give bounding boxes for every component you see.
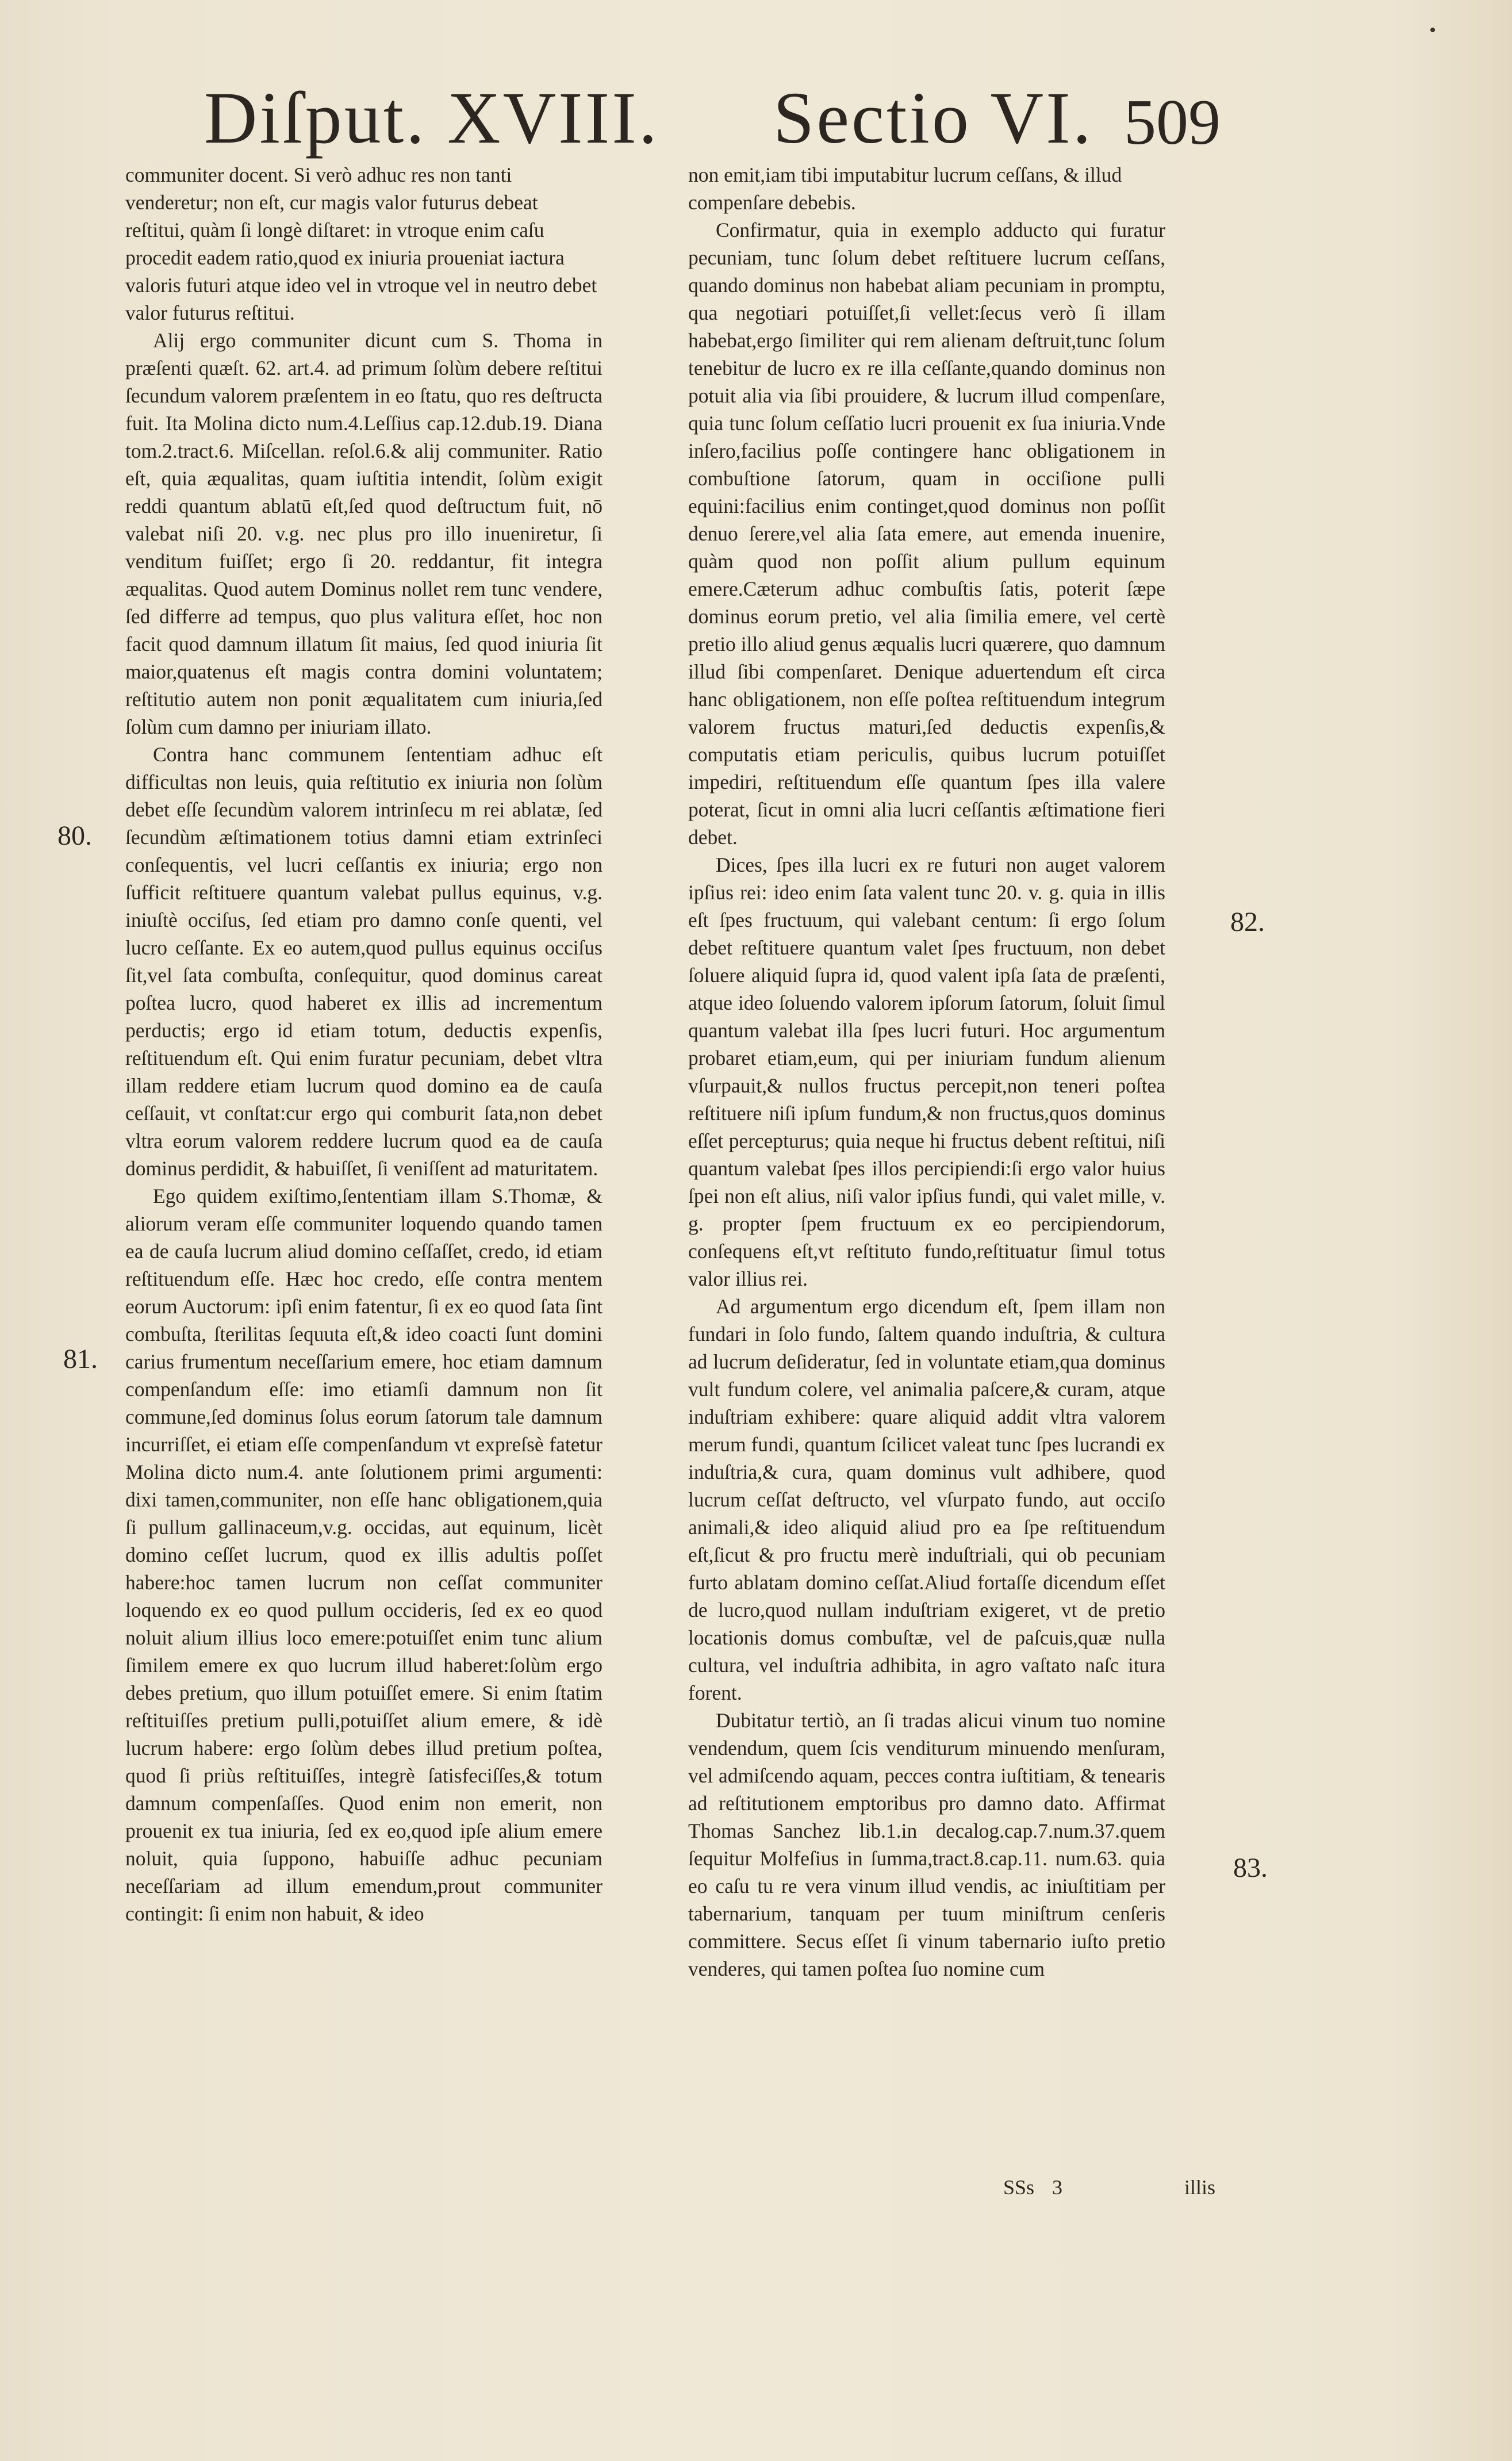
margin-number: 82. [1230, 907, 1265, 937]
margin-number: 80. [57, 821, 92, 851]
margin-number: 81. [63, 1344, 98, 1374]
left-column [125, 161, 603, 1927]
right-column [688, 161, 1165, 1983]
header-section: Sectio VI. [773, 77, 1093, 159]
paragraph: Alij ergo communiter dicunt cum S. Thoma in præſenti quæſt. 62. art.4. ad primum ſolùm debere reſtitui ſecundum valorem præſentem in eo ſtatu, quo res deſtructa fuit. Ita Molina dicto num.4.Leſſius cap.12.dub.19. Diana tom.2.tract.6. Miſcellan. reſol.6.& alij communiter. Ratio eſt, quia æqualitas, quam iuſtitia intendit, ſolùm exigit reddi quantum ablatū eſt,ſed quod deſtructum fuit, nō valebat niſi 20. v.g. nec plus pro illo inueniretur, ſi venditum fuiſſet; ergo ſi 20. reddantur, fit integra æqualitas. Quod autem Dominus nollet rem tunc vendere, ſed differre ad tempus, quo plus valitura eſſet, hoc non facit quod damnum illatum ſit maius, ſed quod iniuria ſit maior,quatenus eſt magis contra domini voluntatem; reſtitutio autem non ponit æqualitatem cum iniuria,ſed ſolùm cum damno per iniuriam illato. [125, 329, 603, 738]
paragraph: Ego quidem exiſtimo,ſententiam illam S.Thomæ, & aliorum veram eſſe communiter loquendo quando tamen ea de cauſa lucrum aliud domino ceſſaſſet, credo, id etiam reſtituendum eſſe. Hæc hoc credo, eſſe contra mentem eorum Auctorum: ipſi enim fatentur, ſi ex eo quod ſata ſint combuſta, ſterilitas ſequuta eſt,& ideo coacti ſunt domini carius frumentum neceſſarium emere, hoc etiam damnum compenſandum eſſe: imo etiamſi damnum non ſit commune,ſed dominus ſolus eorum ſatorum tale damnum incurriſſet, ei etiam eſſe compenſandum vt expreſsè fatetur Molina dicto num.4. ante ſolutionem primi argumenti: dixi tamen,communiter, non eſſe hanc obligationem,quia ſi pullum gallinaceum,v.g. occidas, aut equinum, licèt domino ceſſet lucrum, quod ex illis adultis poſſet habere:hoc tamen lucrum non ceſſat communiter loquendo ex eo quod pullum occideris, ſed ex eo quod noluit alium illius loco emere:potuiſſet enim tunc alium ſimilem emere ex quo lucrum illud haberet:ſolùm ergo debes pretium, quo illum potuiſſet emere. Si enim ſtatim reſtituiſſes pretium pulli,potuiſſet alium emere, & idè lucrum habere: ergo ſolùm debes illud pretium poſtea, quod ſi priùs reſtituiſſes, integrè ſatisfeciſſes,& totum damnum compenſaſſes. Quod enim non emerit, non prouenit ex tua iniuria, ſed ex eo,quod ipſe alium emere noluit, quia ſuppono, habuiſſe adhuc pecuniam neceſſariam ad illum emendum,prout communiter contingit: ſi enim non habuit, & ideo [125, 1184, 603, 1925]
ink-speck [1430, 28, 1435, 32]
paragraph: non emit,iam tibi imputabitur lucrum ceſſans, & illud compenſare debebis. [688, 163, 1122, 214]
paragraph: Dubitatur tertiò, an ſi tradas alicui vinum tuo nomine vendendum, quem ſcis venditurum minuendo menſuram, vel admiſcendo aquam, pecces contra iuſtitiam, & tenearis ad reſtitutionem emptoribus pro damno dato. Affirmat Thomas Sanchez lib.1.in decalog.cap.7.num.37.quem ſequitur Molfeſius in ſumma,tract.8.cap.11. num.63. quia eo caſu tu re vera vinum illud vendis, ac iniuſtitiam per tabernarium, tanquam per tuum miniſtrum cenſeris committere. Secus eſſet ſi vinum tabernario iuſto pretio venderes, qui tamen poſtea ſuo nomine cum [688, 1709, 1165, 1980]
margin-number: 83. [1233, 1853, 1268, 1883]
paragraph: Contra hanc communem ſententiam adhuc eſt difficultas non leuis, quia reſtitutio ex iniuria non ſolùm debet eſſe ſecundùm valorem intrinſecu m rei ablatæ, ſed ſecundùm æſtimationem totius damni etiam extrinſeci conſequentis, vel lucri ceſſantis ex iniuria; ergo non ſufficit reſtituere quantum valebat pullus equinus, v.g. iniuſtè occiſus, ſed etiam pro damno conſe quenti, vel lucro ceſſante. Ex eo autem,quod pullus equinus occiſus ſit,vel ſata combuſta, conſequitur, quod dominus careat poſtea lucro, quod haberet ex illis ad incrementum perductis; ergo id etiam totum, deductis expenſis, reſtituendum eſt. Qui enim furatur pecuniam, debet vltra illam reddere etiam lucrum quod domino ea de cauſa ceſſauit, vt conſtat:cur ergo qui comburit ſata,non debet vltra eorum valorem reddere lucrum quod ea de cauſa dominus perdidit, & habuiſſet, ſi veniſſent ad maturitatem. [125, 743, 603, 1180]
running-header [0, 75, 1512, 161]
header-disputation: Diſput. XVIII. [204, 77, 659, 159]
page-number: 509 [1124, 87, 1221, 158]
paragraph: Dices, ſpes illa lucri ex re futuri non auget valorem ipſius rei: ideo enim ſata valent tunc 20. v. g. quia in illis eſt ſpes fructuum, qui valebant centum: ſi ergo ſolum debet reſtituere quantum valet ſpes fructuum, non debet ſoluere aliquid ſupra id, quod valent ipſa ſata de præſenti, atque ideo ſoluendo valorem ipſorum ſatorum, ſoluit ſimul quantum valebat illa ſpes lucri futuri. Hoc argumentum probaret etiam,eum, qui per iniuriam fundum alienum vſurpauit,& nullos fructus percepit,non teneri poſtea reſtituere niſi ipſum fundum,& non fructus,quos dominus eſſet percepturus; quia neque hi fructus debent reſtitui, niſi quantum valebat ſpes illos percipiendi:ſi ergo valor huius ſpei non eſt alius, niſi valor ipſius fundi, qui valet mille, v. g. propter ſpem fructuum ex eo percipiendorum, conſequens eſt,vt reſtituto fundo,reſtituatur ſimul totus valor illius rei. [688, 853, 1165, 1290]
signature-mark: SSs 3 [1003, 2176, 1063, 2199]
paragraph: communiter docent. Si verò adhuc res non tanti venderetur; non eſt, cur magis valor futurus debeat reſtitui, quàm ſi longè diſtaret: in vtroque enim caſu procedit eadem ratio,quod ex iniuria proueniat iactura valoris futuri atque ideo vel in vtroque vel in neutro debet valor futurus reſtitui. [125, 163, 597, 324]
paragraph: Ad argumentum ergo dicendum eſt, ſpem illam non fundari in ſolo fundo, ſaltem quando induſtria, & cultura ad lucrum deſideratur, ſed in voluntate etiam,qua dominus vult fundum colere, vel animalia paſcere,& curam, atque induſtriam exhibere: quare aliquid addit vltra valorem merum fundi, quantum ſcilicet valeat tunc ſpes lucrandi ex induſtria,& cura, quam dominus vult adhibere, quod lucrum ceſſat deſtructo, vel vſurpato fundo, aut occiſo animali,& ideo aliquid aliud pro ea ſpe reſtituendum eſt,ſicut & pro fructu merè induſtriali, qui ob pecuniam furto ablatam domino ceſſat.Aliud fortaſſe dicendum eſſet de lucro,quod nullam induſtriam exigeret, vt de pretio locationis domus combuſtæ, vel de paſcuis,quæ nulla cultura, vel induſtria adhibita, in agro vaſtato naſc itura forent. [688, 1295, 1165, 1704]
catchword: illis [1184, 2176, 1216, 2199]
paragraph: Confirmatur, quia in exemplo adducto qui furatur pecuniam, tunc ſolum debet reſtituere lucrum ceſſans, quando dominus non habebat aliam pecuniam in promptu, qua negotiari potuiſſet,ſi vellet:ſecus verò ſi illam habebat,ergo ſimiliter qui rem alienam deſtruit,tunc ſolum tenebitur de lucro ex re illa ceſſante,quando dominus non potuit alia via ſibi prouidere, & lucrum illud compenſare, quia tunc ſolum ceſſatio lucri prouenit ex ſua iniuria.Vnde inſero,facilius poſſe contingere hanc obligationem in combuſtione ſatorum, quam in occiſione pulli equini:facilius enim continget,quod dominus non poſſit denuo ſerere,vel alia ſata emere, aut emenda inuenire, quàm quod non poſſit alium pullum equinum emere.Cæterum adhuc combuſtis ſatis, poterit ſæpe dominus eorum pretio, vel alia ſimilia emere, vel certè pretio illo aliud genus æqualis lucri quærere, quo damnum illud ſibi compenſaret. Denique aduertendum eſt circa hanc obligationem, non eſſe poſtea reſtituendum integrum valorem fructus maturi,ſed deductis expenſis,& computatis etiam periculis, quibus lucrum potuiſſet impediri, reſtituendum eſſe quantum ſpes illa valere poterat, ſicut in omni alia lucri ceſſantis æſtimatione fieri debet. [688, 218, 1165, 849]
